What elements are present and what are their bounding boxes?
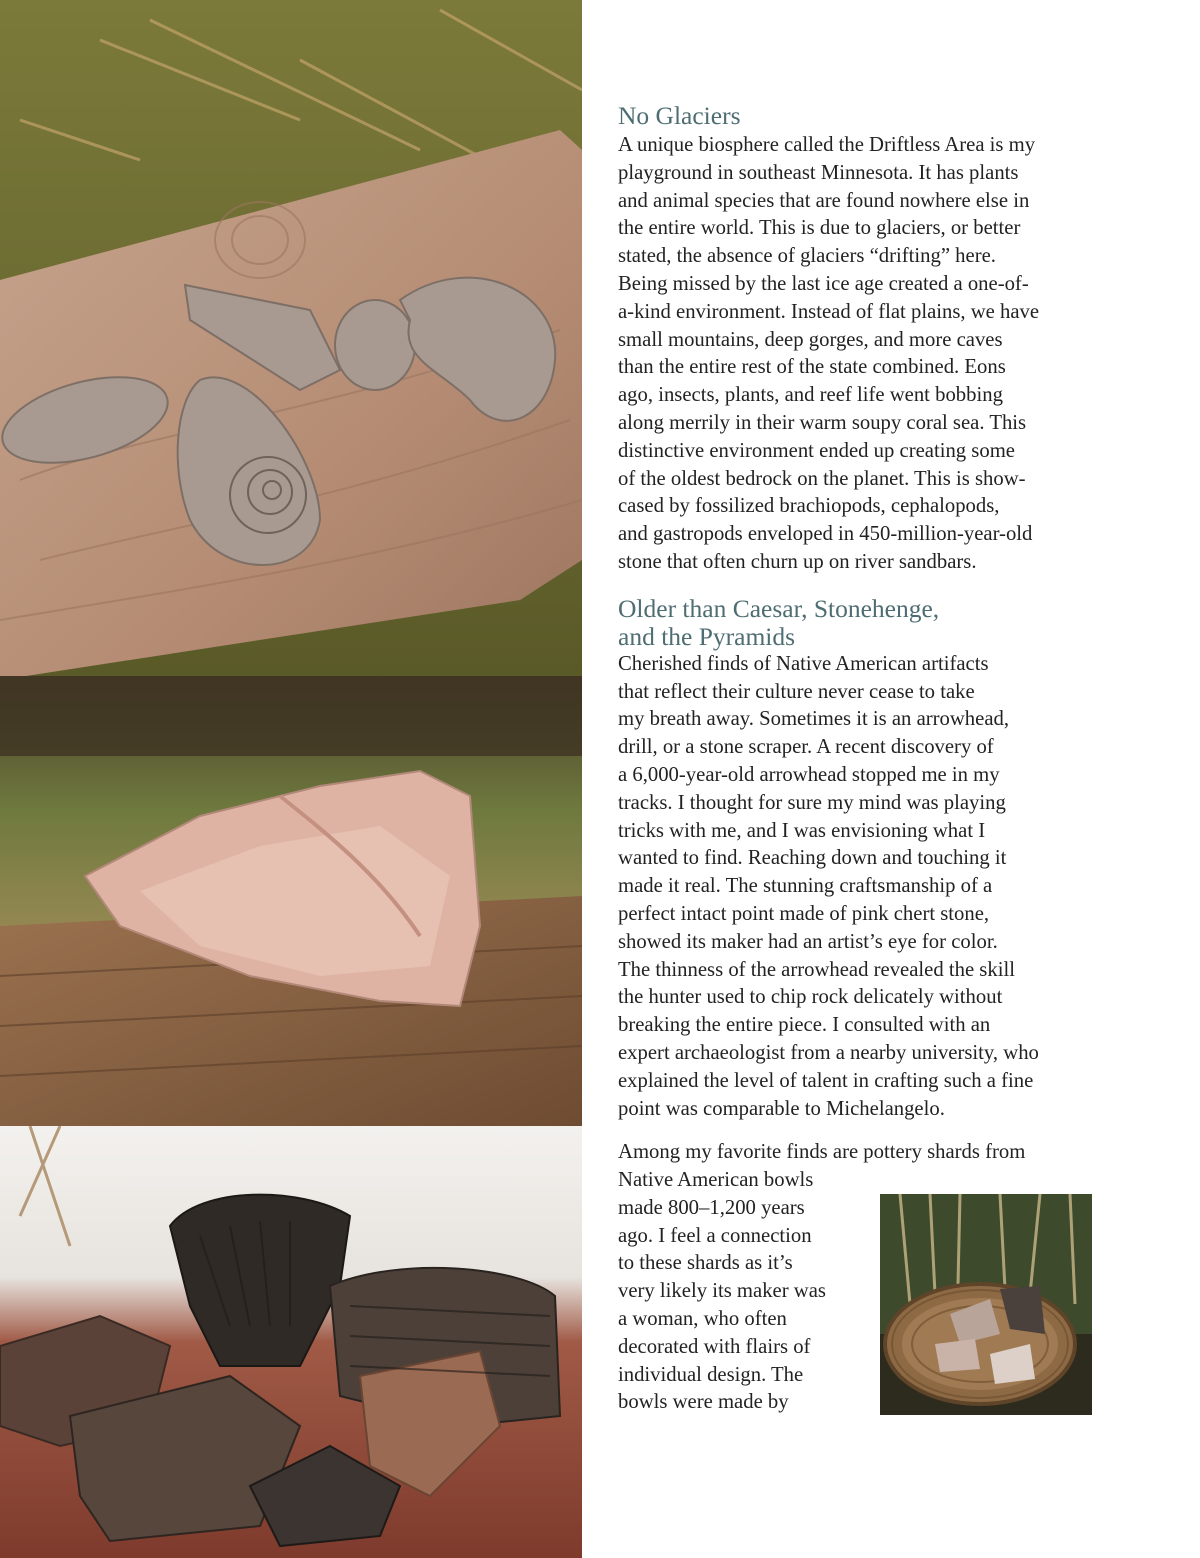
text-line: drill, or a stone scraper. A recent discovery of <box>618 736 994 759</box>
text-line: that reflect their culture never cease to take <box>618 680 975 703</box>
text-line: decorated with flairs of <box>618 1335 811 1358</box>
text-line: ago, insects, plants, and reef life went bobbing <box>618 384 1003 407</box>
section-heading-no-glaciers: No Glaciers <box>618 101 741 130</box>
text-line: Among my favorite finds are pottery shards from <box>618 1141 1026 1164</box>
pottery-shards-photo <box>0 1126 582 1558</box>
text-line: perfect intact point made of pink chert stone, <box>618 902 990 925</box>
text-line: stated, the absence of glaciers “drifting” here. <box>618 245 996 268</box>
text-line: made it real. The stunning craftsmanship of a <box>618 875 993 898</box>
paragraph-driftless-area <box>618 132 1098 577</box>
text-line: very likely its maker was <box>618 1280 826 1303</box>
text-line: A unique biosphere called the Driftless Area is my <box>618 134 1036 156</box>
fossils-on-driftwood-photo <box>0 0 582 676</box>
text-line: breaking the entire piece. I consulted with an <box>618 1014 991 1037</box>
text-line: expert archaeologist from a nearby university, who <box>618 1041 1039 1064</box>
text-line: distinctive environment ended up creating some <box>618 439 1015 462</box>
text-line: a 6,000-year-old arrowhead stopped me in my <box>618 763 1000 786</box>
text-line: small mountains, deep gorges, and more caves <box>618 328 1003 351</box>
text-line: along merrily in their warm soupy coral sea. This <box>618 411 1027 434</box>
pink-chert-arrowhead-photo <box>0 676 582 1126</box>
paragraph-arrowhead <box>618 651 1098 1124</box>
text-line: to these shards as it’s <box>618 1252 793 1275</box>
text-line: point was comparable to Michelangelo. <box>618 1097 945 1120</box>
text-line: individual design. The <box>618 1363 804 1386</box>
heading-line: Older than Caesar, Stonehenge, <box>618 593 940 623</box>
text-line: stone that often churn up on river sandbars. <box>618 550 977 573</box>
text-line: made 800–1,200 years <box>618 1196 805 1219</box>
text-line: showed its maker had an artist’s eye for color. <box>618 930 998 953</box>
text-line: and animal species that are found nowhere else in <box>618 189 1030 212</box>
text-line: of the oldest bedrock on the planet. This is show- <box>618 467 1026 490</box>
text-line: the entire world. This is due to glaciers, or better <box>618 217 1021 240</box>
text-line: tracks. I thought for sure my mind was playing <box>618 791 1006 814</box>
text-line: than the entire rest of the state combined. Eons <box>618 356 1006 379</box>
text-line: a woman, who often <box>618 1308 787 1331</box>
text-line: Being missed by the last ice age created a one-of- <box>618 272 1029 295</box>
text-line: the hunter used to chip rock delicately without <box>618 986 1003 1009</box>
section-heading-older-than-caesar <box>618 595 1098 651</box>
text-line: cased by fossilized brachiopods, cephalopods, <box>618 495 1000 518</box>
text-line: playground in southeast Minnesota. It has plants <box>618 161 1019 184</box>
paragraph-pottery-shards <box>618 1139 1098 1417</box>
text-line: ago. I feel a connection <box>618 1224 812 1247</box>
text-line: The thinness of the arrowhead revealed the skill <box>618 958 1015 981</box>
text-line: my breath away. Sometimes it is an arrowhead, <box>618 708 1010 731</box>
text-line: a-kind environment. Instead of flat plains, we have <box>618 300 1040 323</box>
text-line: and gastropods enveloped in 450-million-year-old <box>618 523 1033 546</box>
text-line: wanted to find. Reaching down and touching it <box>618 847 1007 870</box>
text-line: bowls were made by <box>618 1391 789 1414</box>
text-line: explained the level of talent in crafting such a fine <box>618 1069 1034 1092</box>
heading-line: and the Pyramids <box>618 621 796 651</box>
text-line: Cherished finds of Native American artifacts <box>618 652 989 675</box>
text-line: tricks with me, and I was envisioning what I <box>618 819 986 842</box>
text-line: Native American bowls <box>618 1169 814 1192</box>
article-text-column <box>618 102 1098 1417</box>
